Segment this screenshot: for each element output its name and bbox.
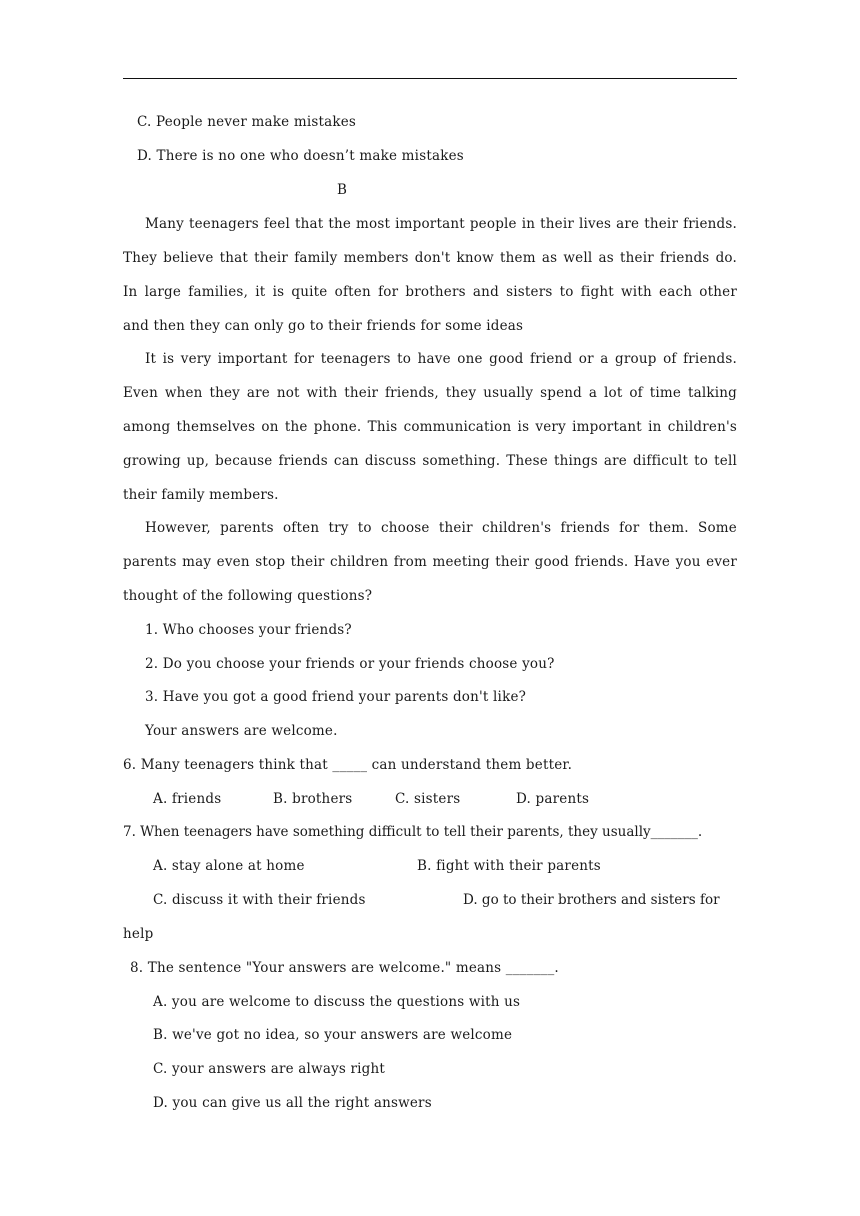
q8-option-d: D. you can give us all the right answers <box>153 1095 432 1111</box>
passage-p1-line-2: They believe that their family members don't know them as well as their friends do. <box>123 250 737 266</box>
passage-p1-line-3: In large families, it is quite often for brothers and sisters to fight with each other <box>123 284 737 300</box>
q7-stem: 7. When teenagers have something difficult to tell their parents, they usually_______. <box>123 824 703 840</box>
q6-option-a: A. friends <box>153 791 222 807</box>
q6-stem: 6. Many teenagers think that _____ can understand them better. <box>123 757 573 773</box>
section-heading: B <box>337 182 348 198</box>
q7-option-c: C. discuss it with their friends <box>153 892 366 908</box>
header-rule <box>123 78 737 79</box>
passage-p2-line-4: growing up, because friends can discuss something. These things are difficult to tell <box>123 453 737 469</box>
passage-p3-line-3: thought of the following questions? <box>123 588 373 604</box>
q8-option-a: A. you are welcome to discuss the questions with us <box>153 994 521 1010</box>
passage-p1-line-1: Many teenagers feel that the most important people in their lives are their friends. <box>145 216 737 232</box>
passage-p3-line-2: parents may even stop their children from meeting their good friends. Have you ever <box>123 554 737 570</box>
q7-option-a: A. stay alone at home <box>153 858 305 874</box>
prev-option-d: D. There is no one who doesn’t make mistakes <box>137 148 464 164</box>
q7-option-d: D. go to their brothers and sisters for <box>463 892 720 908</box>
q8-option-b: B. we've got no idea, so your answers are welcome <box>153 1027 513 1043</box>
passage-p2-line-5: their family members. <box>123 487 279 503</box>
prev-option-c: C. People never make mistakes <box>137 114 357 130</box>
passage-p2-line-1: It is very important for teenagers to have one good friend or a group of friends. <box>145 351 737 367</box>
q6-option-c: C. sisters <box>395 791 461 807</box>
q7-option-b: B. fight with their parents <box>417 858 601 874</box>
q7-option-d-continued: help <box>123 926 154 942</box>
passage-closing: Your answers are welcome. <box>145 723 338 739</box>
passage-question-2: 2. Do you choose your friends or your friends choose you? <box>145 656 555 672</box>
passage-p2-line-2: Even when they are not with their friends, they usually spend a lot of time talking <box>123 385 737 401</box>
q8-option-c: C. your answers are always right <box>153 1061 386 1077</box>
passage-p2-line-3: among themselves on the phone. This communication is very important in children's <box>123 419 737 435</box>
passage-p1-line-4: and then they can only go to their friends for some ideas <box>123 318 524 334</box>
passage-p3-line-1: However, parents often try to choose their children's friends for them. Some <box>145 520 737 536</box>
q6-option-b: B. brothers <box>273 791 353 807</box>
q8-stem: 8. The sentence "Your answers are welcome." means _______. <box>130 960 559 976</box>
passage-question-3: 3. Have you got a good friend your parents don't like? <box>145 689 527 705</box>
passage-question-1: 1. Who chooses your friends? <box>145 622 352 638</box>
q6-option-d: D. parents <box>516 791 590 807</box>
